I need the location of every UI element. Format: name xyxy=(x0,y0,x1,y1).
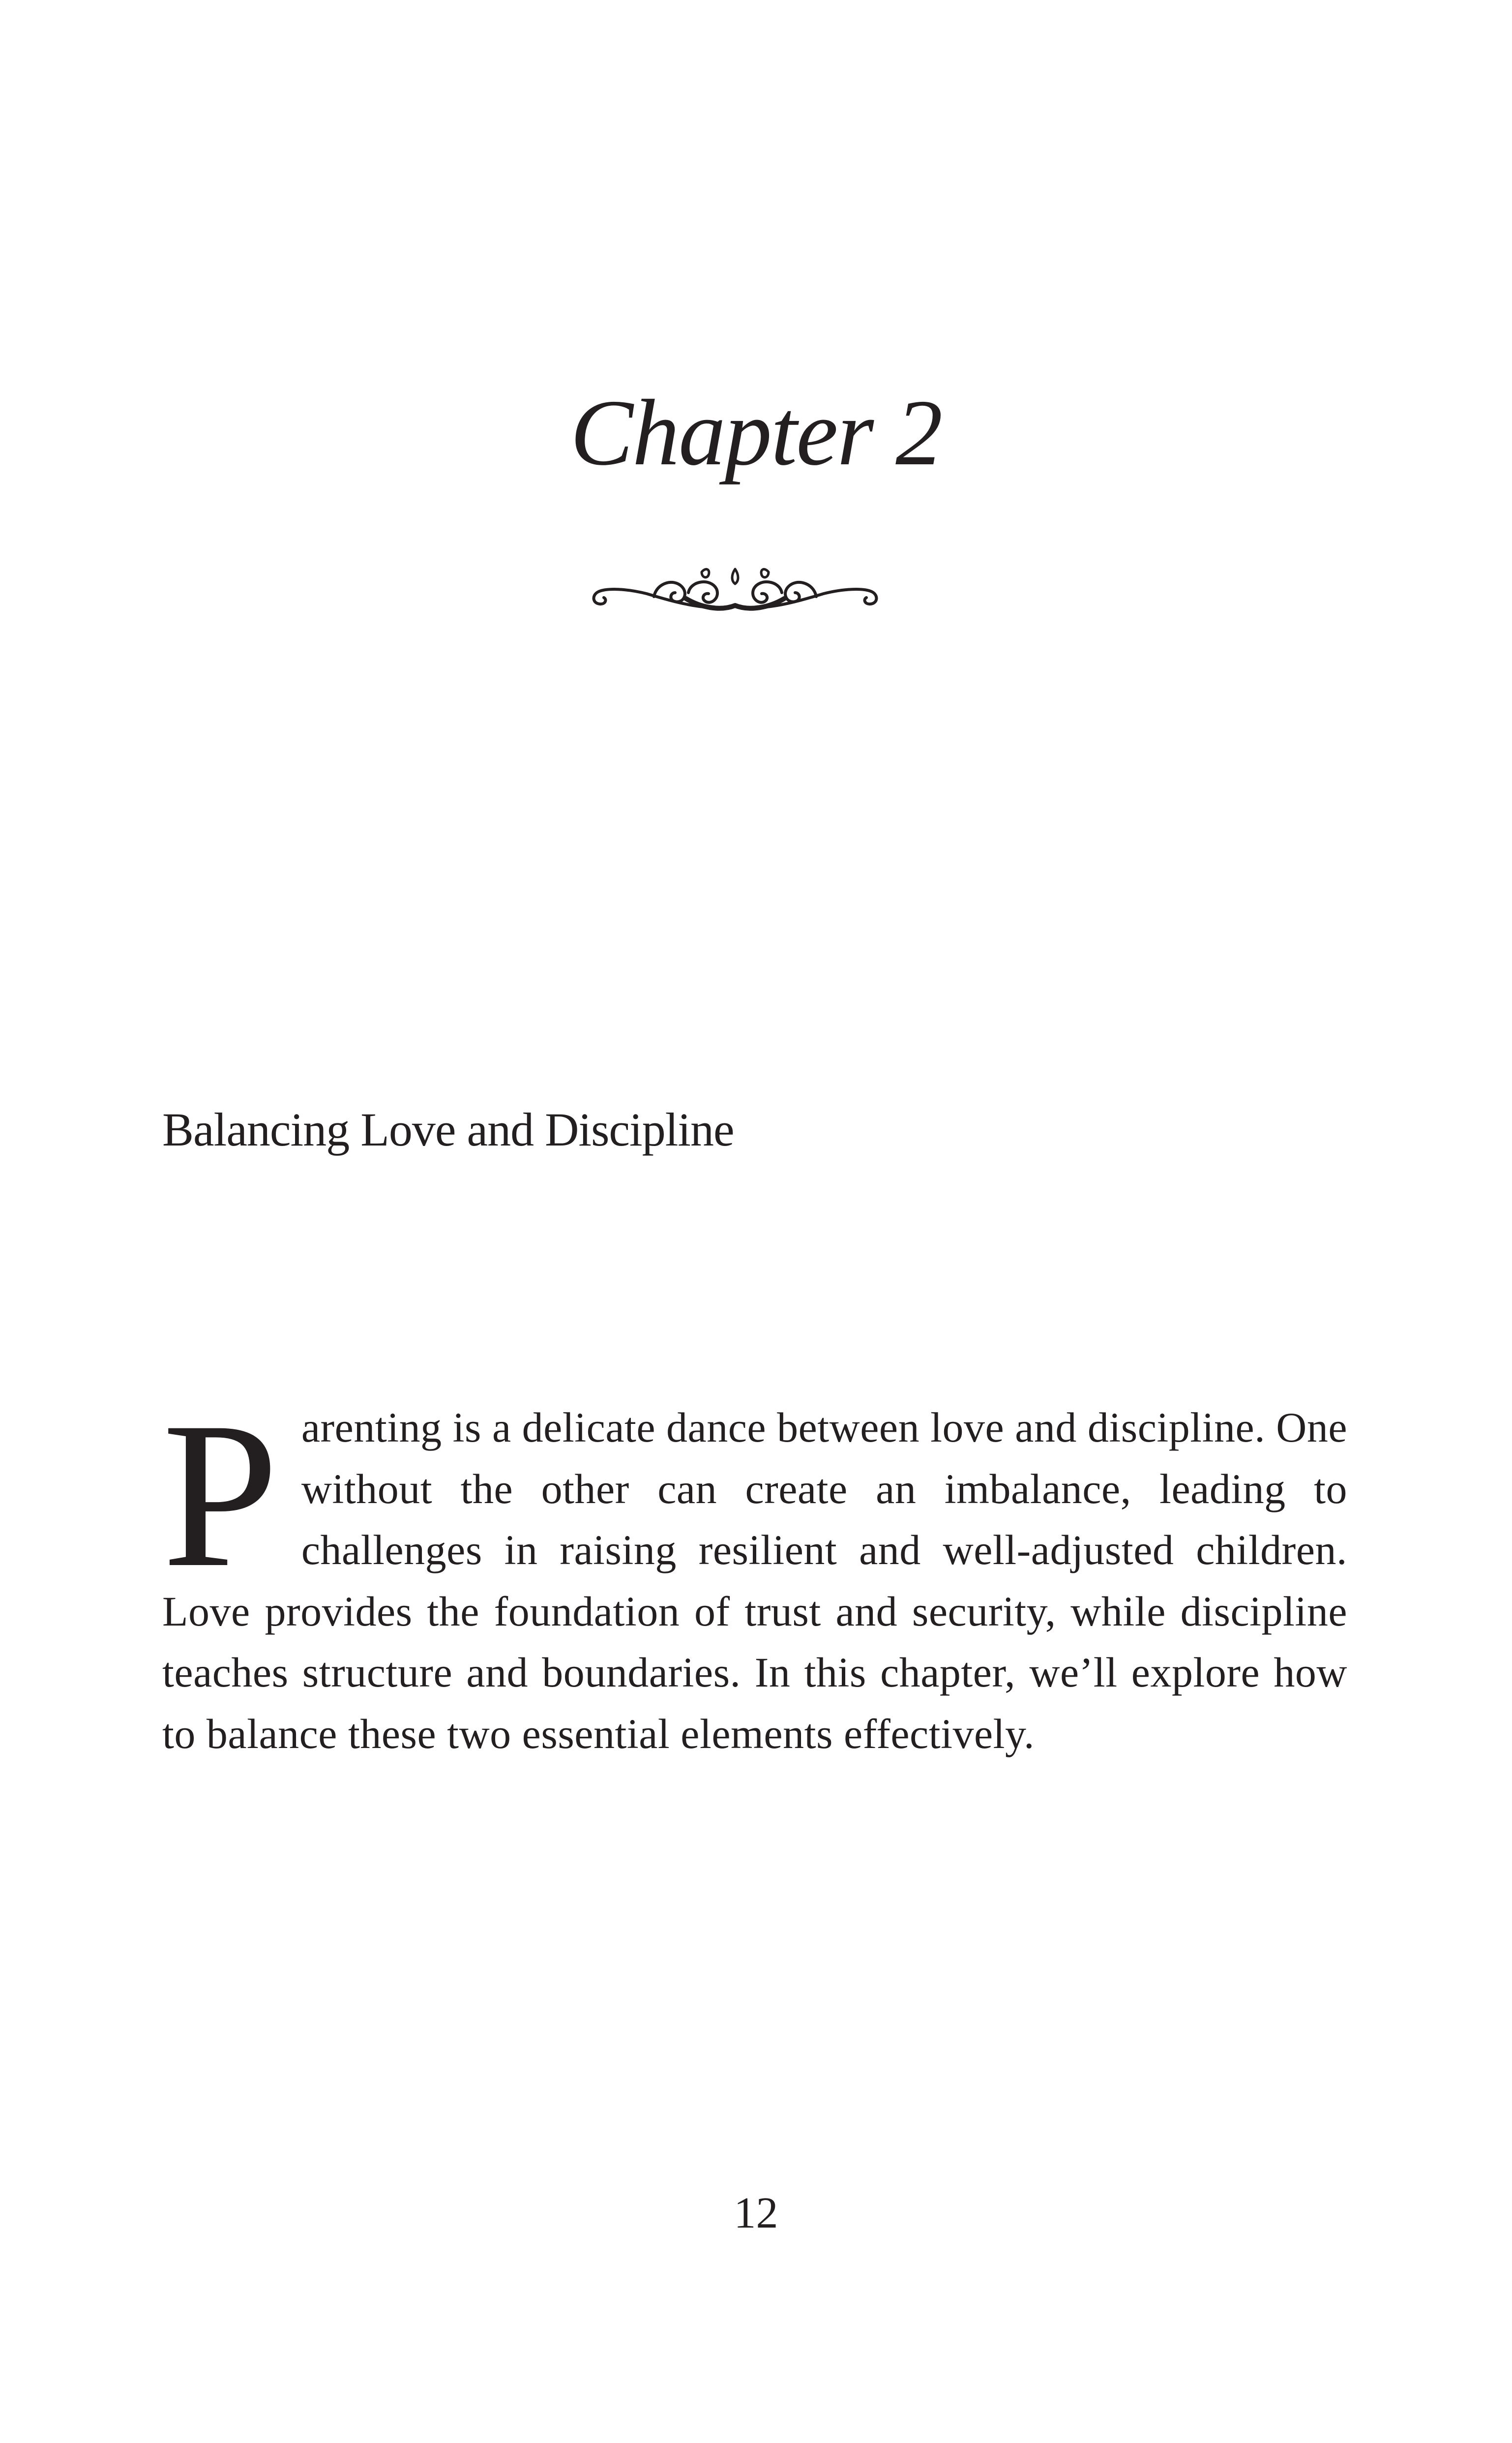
chapter-title: Chapter 2 xyxy=(570,380,942,485)
section-heading: Balancing Love and Discipline xyxy=(162,1103,734,1156)
paragraph-text: arenting is a delicate dance between love and discipline. One without the other can create an imbalance, leading to challenges in raising resilient and well-adjusted children. Love provides the foundation of trust and security, while discipline teaches structure and boundaries. In this chapter, we’ll explore how to balance these two essential elements effectively. xyxy=(162,1404,1347,1757)
page-number: 12 xyxy=(734,2189,778,2237)
drop-cap: P xyxy=(162,1379,279,1610)
scroll-flourish-icon xyxy=(588,558,883,632)
chapter-paragraph xyxy=(162,1379,1347,1764)
